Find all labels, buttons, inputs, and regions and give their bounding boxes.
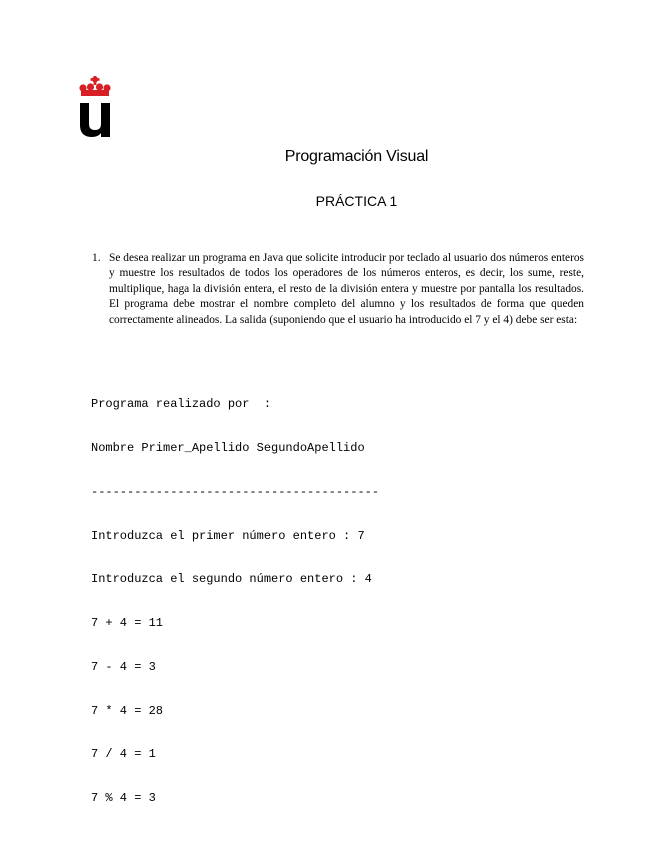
output-line: Nombre Primer_Apellido SegundoApellido	[91, 440, 365, 455]
exercise-text: Se desea realizar un programa en Java que solicite introducir por teclado al usuario dos números enteros y muestre los resultados de todos los operadores de los números enteros, es decir, los sume, reste, multiplique, haga la división entera, el resto de la división entera y muestre por pantalla los resultados. El programa debe mostrar el nombre completo del alumno y los resultados de forma que queden correctamente alineados. La salida (suponiendo que el usuario ha introducido el 7 y el 4) debe ser esta:	[109, 252, 584, 326]
output-line: Introduzca el segundo número entero : 4	[91, 572, 372, 587]
output-line: 7 / 4 = 1	[91, 747, 156, 762]
output-line: 7 * 4 = 28	[91, 703, 164, 718]
exercise-number: 1.	[92, 252, 101, 264]
output-line: 7 + 4 = 11	[91, 616, 164, 631]
output-line: 7 % 4 = 3	[91, 791, 156, 806]
practice-subtitle: PRÁCTICA 1	[315, 193, 398, 209]
output-line: ----------------------------------------	[91, 484, 380, 499]
output-line: Programa realizado por :	[91, 397, 272, 412]
page-title: Programación Visual	[284, 148, 429, 165]
output-line: Introduzca el primer número entero : 7	[91, 528, 365, 543]
program-output	[91, 368, 379, 820]
u-letter-icon	[80, 103, 110, 137]
exercise-item	[92, 251, 584, 328]
university-logo-icon	[78, 76, 112, 138]
crown-icon	[79, 76, 110, 96]
output-line: 7 - 4 = 3	[91, 659, 156, 674]
